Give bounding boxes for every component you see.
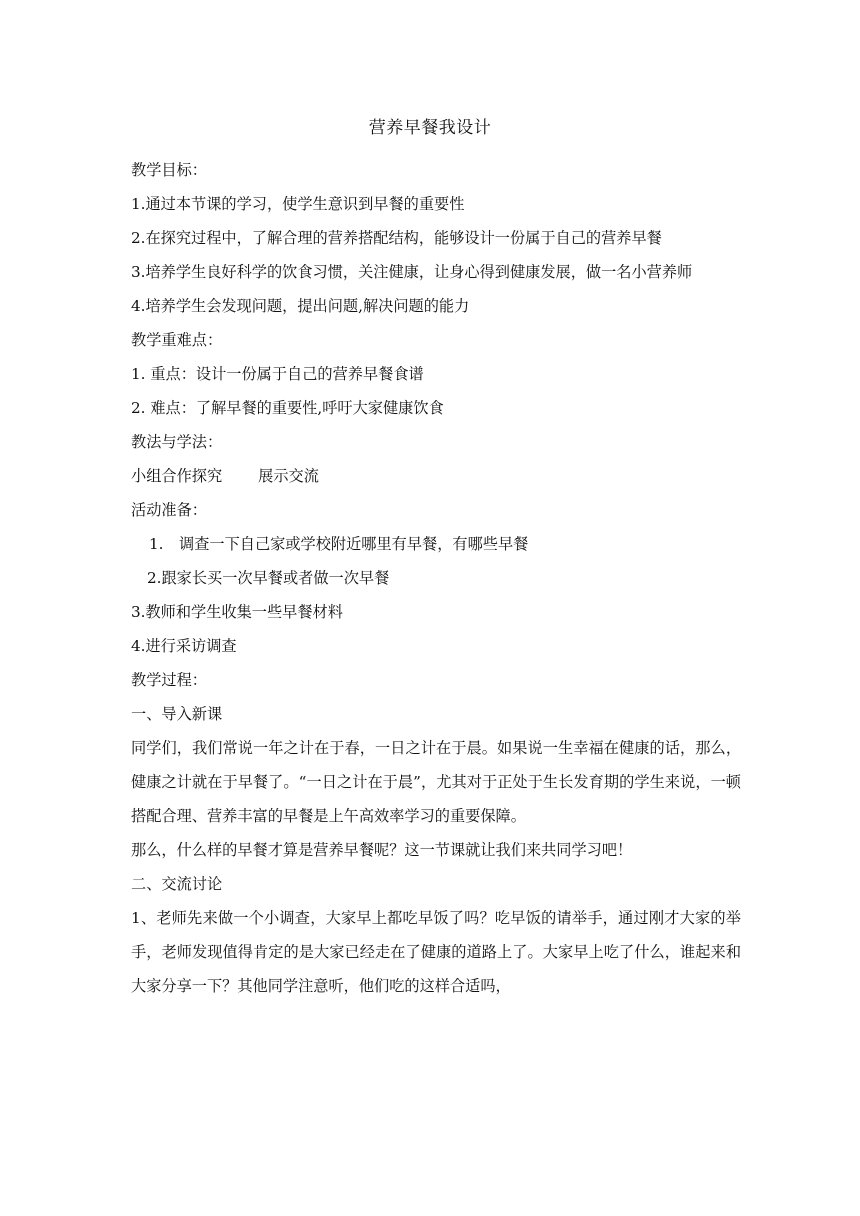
preparation-item-4: 4.进行采访调查 bbox=[131, 637, 237, 655]
document-body bbox=[131, 153, 741, 1003]
preparation-heading: 活动准备： bbox=[131, 501, 207, 519]
preparation-item-1 bbox=[131, 527, 741, 561]
document-title: 营养早餐我设计 bbox=[368, 118, 492, 138]
process-part2-paragraph-1: 1、老师先来做一个小调查，大家早上都吃早饭了吗？吃早饭的请举手，通过刚才大家的举手，老师发现值得肯定的是大家已经走在了健康的道路上了。大家早上吃了什么，谁起来和大家分享一下？其他同学注意听，他们吃的这样合适吗， bbox=[131, 909, 741, 995]
method-item-2: 展示交流 bbox=[258, 467, 319, 485]
objective-item-2: 2.在探究过程中，了解合理的营养搭配结构，能够设计一份属于自己的营养早餐 bbox=[131, 229, 662, 247]
preparation-item-3: 3.教师和学生收集一些早餐材料 bbox=[131, 603, 343, 621]
process-part1-heading: 一、导入新课 bbox=[131, 705, 223, 723]
methods-heading: 教法与学法： bbox=[131, 433, 223, 451]
process-part2-heading: 二、交流讨论 bbox=[131, 875, 223, 893]
objectives-heading: 教学目标： bbox=[131, 161, 207, 179]
process-part1-paragraph-2: 那么，什么样的早餐才算是营养早餐呢？这一节课就让我们来共同学习吧！ bbox=[131, 841, 633, 859]
preparation-item-1-text: 调查一下自己家或学校附近哪里有早餐，有哪些早餐 bbox=[179, 535, 529, 553]
objective-item-4: 4.培养学生会发现问题，提出问题,解决问题的能力 bbox=[131, 297, 470, 315]
keypoints-heading: 教学重难点： bbox=[131, 331, 223, 349]
objective-item-1: 1.通过本节课的学习，使学生意识到早餐的重要性 bbox=[131, 195, 465, 213]
preparation-item-1-number: 1. bbox=[149, 535, 164, 553]
preparation-item-2: 2.跟家长买一次早餐或者做一次早餐 bbox=[147, 569, 390, 587]
keypoint-item-2: 2. 难点：了解早餐的重要性,呼吁大家健康饮食 bbox=[131, 399, 444, 417]
keypoint-item-1: 1. 重点：设计一份属于自己的营养早餐食谱 bbox=[131, 365, 424, 383]
method-item-1: 小组合作探究 bbox=[131, 467, 223, 485]
process-part1-paragraph-1: 同学们，我们常说一年之计在于春，一日之计在于晨。如果说一生幸福在健康的话，那么，健康之计就在于早餐了。“一日之计在于晨”，尤其对于正处于生长发育期的学生来说，一顿搭配合理、营养丰富的早餐是上午高效率学习的重要保障。 bbox=[131, 739, 741, 825]
methods-row bbox=[131, 459, 741, 493]
process-heading: 教学过程： bbox=[131, 671, 207, 689]
objective-item-3: 3.培养学生良好科学的饮食习惯，关注健康，让身心得到健康发展，做一名小营养师 bbox=[131, 263, 693, 281]
